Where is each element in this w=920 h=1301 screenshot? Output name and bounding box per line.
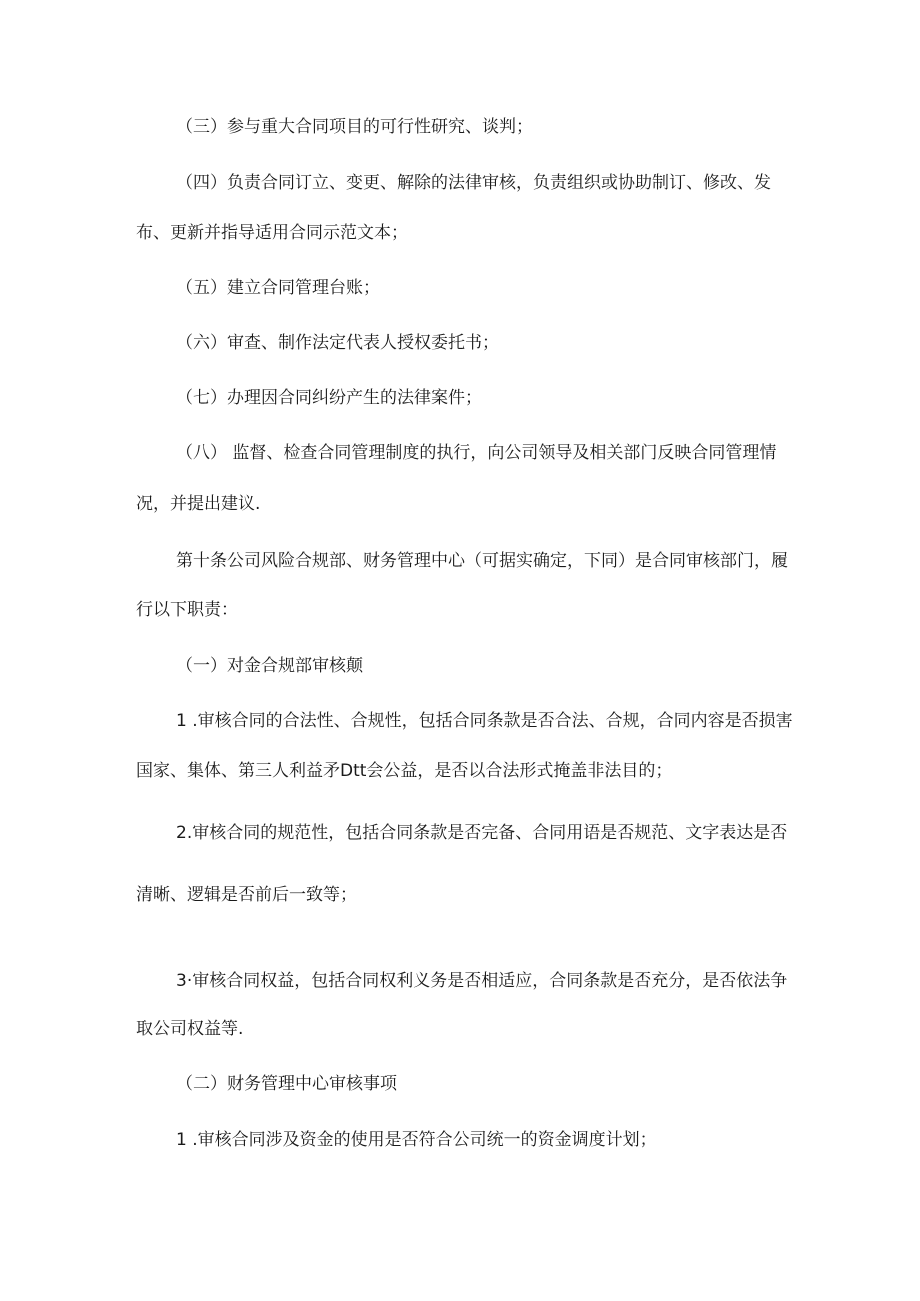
- section-2-heading: （二）财务管理中心审核事项: [176, 1074, 397, 1094]
- section-1-heading: （一）对金合规部审核颠: [176, 656, 363, 676]
- paragraph-item-8-cont: 况，并提出建议.: [136, 494, 261, 514]
- paragraph-item-4-cont: 布、更新并指导适用合同示范文本；: [136, 223, 408, 243]
- section-1-item-1-cont: 国家、集体、第三人利益矛Dtt会公益，是否以合法形式掩盖非法目的；: [136, 761, 673, 781]
- paragraph-item-6: （六）审查、制作法定代表人授权委托书；: [176, 333, 499, 353]
- section-1-item-3: 3·审核合同权益，包括合同权利义务是否相适应，合同条款是否充分，是否依法争: [176, 971, 788, 991]
- paragraph-item-8: （八） 监督、检查合同管理制度的执行，向公司领导及相关部门反映合同管理情: [176, 443, 777, 463]
- section-1-item-2-cont: 清晰、逻辑是否前后一致等；: [136, 885, 357, 905]
- section-1-item-1: 1 .审核合同的合法性、合规性，包括合同条款是否合法、合规，合同内容是否损害: [176, 711, 793, 731]
- article-10: 第十条公司风险合规部、财务管理中心（可据实确定，下同）是合同审核部门，履: [176, 551, 788, 571]
- section-1-item-3-cont: 取公司权益等.: [136, 1019, 244, 1039]
- section-2-item-1: 1 .审核合同涉及资金的使用是否符合公司统一的资金调度计划；: [176, 1130, 657, 1150]
- paragraph-item-4: （四）负责合同订立、变更、解除的法律审核，负责组织或协助制订、修改、发: [176, 173, 771, 193]
- paragraph-item-7: （七）办理因合同纠纷产生的法律案件；: [176, 388, 482, 408]
- paragraph-item-3: （三）参与重大合同项目的可行性研究、谈判；: [176, 117, 533, 137]
- article-10-cont: 行以下职责：: [136, 600, 238, 620]
- section-1-item-2: 2.审核合同的规范性，包括合同条款是否完备、合同用语是否规范、文字表达是否: [176, 823, 788, 843]
- paragraph-item-5: （五）建立合同管理台账；: [176, 278, 380, 298]
